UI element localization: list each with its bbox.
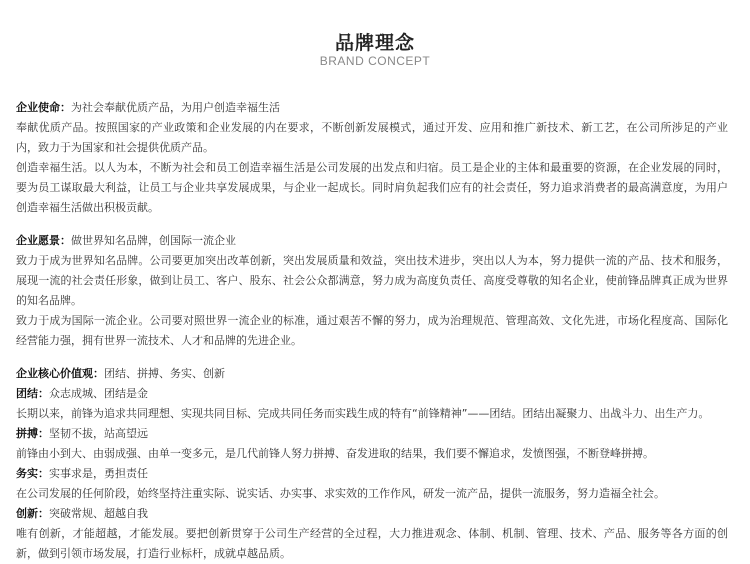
unity-label: 团结： xyxy=(16,387,49,400)
mission-text: 为社会奉献优质产品，为用户创造幸福生活 xyxy=(71,101,280,114)
unity-text: 众志成城、团结是金 xyxy=(49,387,148,400)
values-section xyxy=(16,364,728,564)
innovation-text: 突破常规、超越自我 xyxy=(49,507,148,520)
mission-paragraph-2: 创造幸福生活。以人为本，不断为社会和员工创造幸福生活是公司发展的出发点和归宿。员工是企业的主体和最重要的资源，在企业发展的同时，要为员工谋取最大利益，让员工与企业共享发展成果，与企业一起成长。同时肩负起我们应有的社会责任，努力追求消费者的最高满意度，为用户创造幸福生活做出积极贡献。 xyxy=(16,161,728,214)
unity-heading xyxy=(16,384,728,404)
pragmatic-text: 实事求是，勇担责任 xyxy=(49,467,148,480)
page-title: 品牌理念 xyxy=(334,32,415,54)
values-text: 团结、拼搏、务实、创新 xyxy=(104,367,225,380)
vision-heading xyxy=(16,231,728,251)
content-body xyxy=(16,98,728,564)
innovation-description: 唯有创新，才能超越，才能发展。要把创新贯穿于公司生产经营的全过程，大力推进观念、体制、机制、管理、技术、产品、服务等各方面的创新，做到引领市场发展，打造行业标杆，成就卓越品质。 xyxy=(16,527,728,560)
mission-heading xyxy=(16,98,728,118)
mission-label: 企业使命： xyxy=(16,101,71,114)
pragmatic-heading xyxy=(16,464,728,484)
page-subtitle: BRAND CONCEPT xyxy=(319,54,431,68)
innovation-label: 创新： xyxy=(16,507,49,520)
innovation-heading xyxy=(16,504,728,524)
unity-description: 长期以来，前锋为追求共同理想、实现共同目标、完成共同任务而实践生成的特有“前锋精神”——团结。团结出凝聚力、出战斗力、出生产力。 xyxy=(16,407,710,420)
striving-description: 前锋由小到大、由弱成强、由单一变多元，是几代前锋人努力拼搏、奋发进取的结果，我们要不懈追求，发愤图强，不断登峰拼搏。 xyxy=(16,447,654,460)
striving-heading xyxy=(16,424,728,444)
values-label: 企业核心价值观： xyxy=(16,367,104,380)
vision-paragraph-1: 致力于成为世界知名品牌。公司要更加突出改革创新，突出发展质量和效益，突出技术进步，突出以人为本，努力提供一流的产品、技术和服务，展现一流的社会责任形象，做到让员工、客户、股东、社会公众都满意，努力成为高度负责任、高度受尊敬的知名企业，使前锋品牌真正成为世界的知名品牌。 xyxy=(16,254,728,307)
vision-text: 做世界知名品牌，创国际一流企业 xyxy=(71,234,236,247)
values-heading xyxy=(16,364,728,384)
pragmatic-label: 务实： xyxy=(16,467,49,480)
mission-paragraph-1: 奉献优质产品。按照国家的产业政策和企业发展的内在要求，不断创新发展模式，通过开发、应用和推广新技术、新工艺，在公司所涉足的产业内，致力于为国家和社会提供优质产品。 xyxy=(16,121,728,154)
mission-section xyxy=(16,98,728,218)
vision-paragraph-2: 致力于成为国际一流企业。公司要对照世界一流企业的标准，通过艰苦不懈的努力，成为治理规范、管理高效、文化先进，市场化程度高、国际化经营能力强，拥有世界一流技术、人才和品牌的先进企业。 xyxy=(16,314,728,347)
vision-label: 企业愿景： xyxy=(16,234,71,247)
striving-text: 坚韧不拔，站高望远 xyxy=(49,427,148,440)
striving-label: 拼搏： xyxy=(16,427,49,440)
vision-section xyxy=(16,231,728,351)
pragmatic-description: 在公司发展的任何阶段，始终坚持注重实际、说实话、办实事、求实效的工作作风，研发一流产品，提供一流服务，努力造福全社会。 xyxy=(16,487,665,500)
